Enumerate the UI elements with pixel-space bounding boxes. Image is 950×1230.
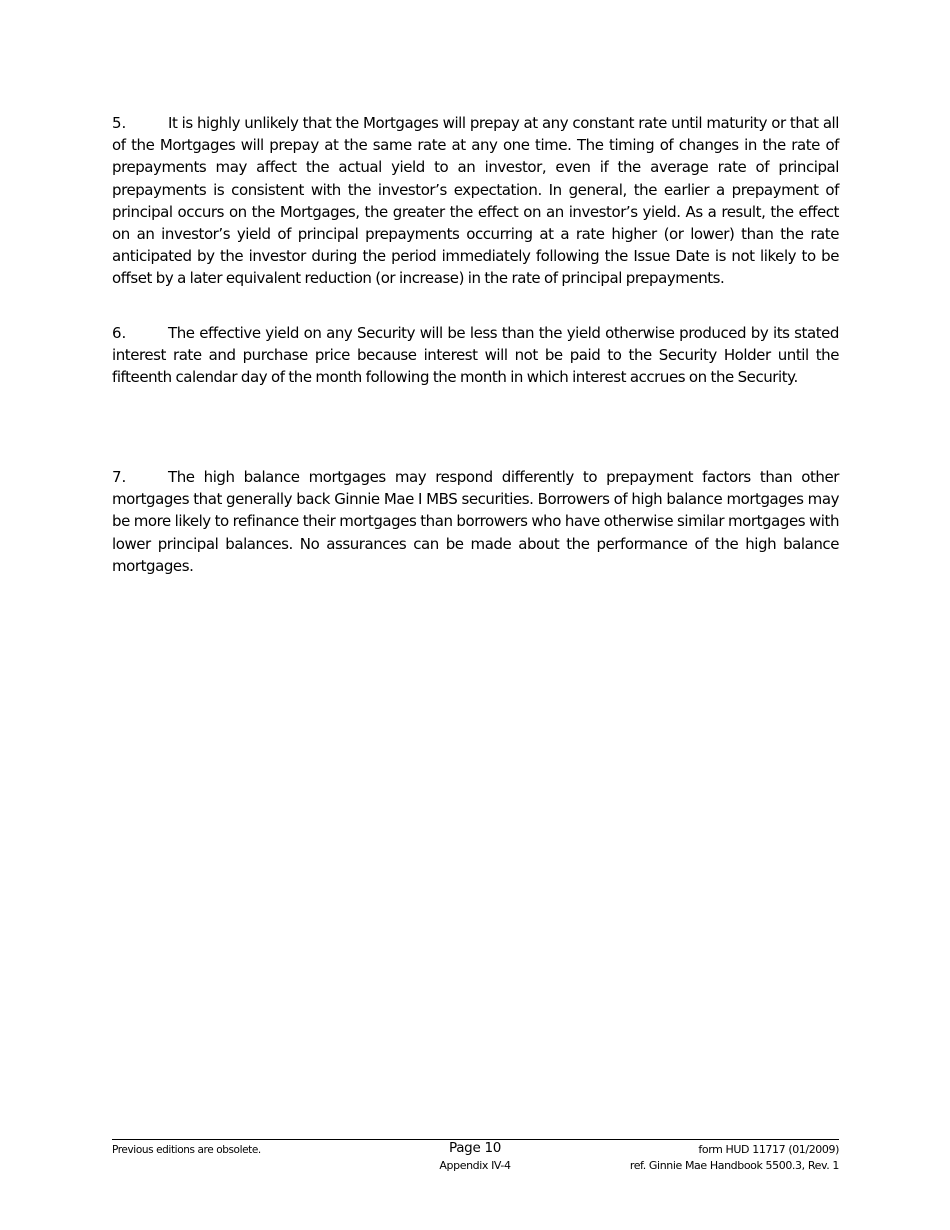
paragraph-5: [112, 112, 839, 290]
paragraph-text: The effective yield on any Security will be less than the yield otherwise produced by its stated interest rate and purchase price because interest will not be paid to the Security Holder until the fifteenth calendar day of the month following the month in which interest accrues on the Security.: [112, 324, 839, 387]
paragraph-text: It is highly unlikely that the Mortgages will prepay at any constant rate until maturity or that all of the Mortgages will prepay at the same rate at any one time. The timing of changes in the rate of prepayments may affect the actual yield to an investor, even if the average rate of principal prepayments is consistent with the investor’s expectation. In general, the earlier a prepayment of principal occurs on the Mortgages, the greater the effect on an investor’s yield. As a result, the effect on an investor’s yield of principal prepayments occurring at a rate higher (or lower) than the rate anticipated by the investor during the period immediately following the Issue Date is not likely to be offset by a later equivalent reduction (or increase) in the rate of principal prepayments.: [112, 114, 839, 288]
form-number: form HUD 11717 (01/2009): [698, 1143, 839, 1156]
paragraph-number: 6.: [112, 324, 127, 342]
appendix-label: Appendix IV-4: [439, 1159, 511, 1172]
paragraph-7: [112, 466, 839, 577]
paragraph-text: The high balance mortgages may respond differently to prepayment factors than other mortgages that generally back Ginnie Mae I MBS securities. Borrowers of high balance mortgages may be more likely to refinance their mortgages than borrowers who have otherwise similar mortgages with lower principal balances. No assurances can be made about the performance of the high balance mortgages.: [112, 468, 839, 575]
handbook-reference: ref. Ginnie Mae Handbook 5500.3, Rev. 1: [629, 1159, 839, 1172]
paragraph-6: [112, 322, 839, 389]
page-number: Page 10: [448, 1140, 502, 1156]
paragraph-number: 7.: [112, 468, 127, 486]
paragraph-number: 5.: [112, 114, 127, 132]
footer-obsolete-notice: Previous editions are obsolete.: [112, 1144, 261, 1156]
